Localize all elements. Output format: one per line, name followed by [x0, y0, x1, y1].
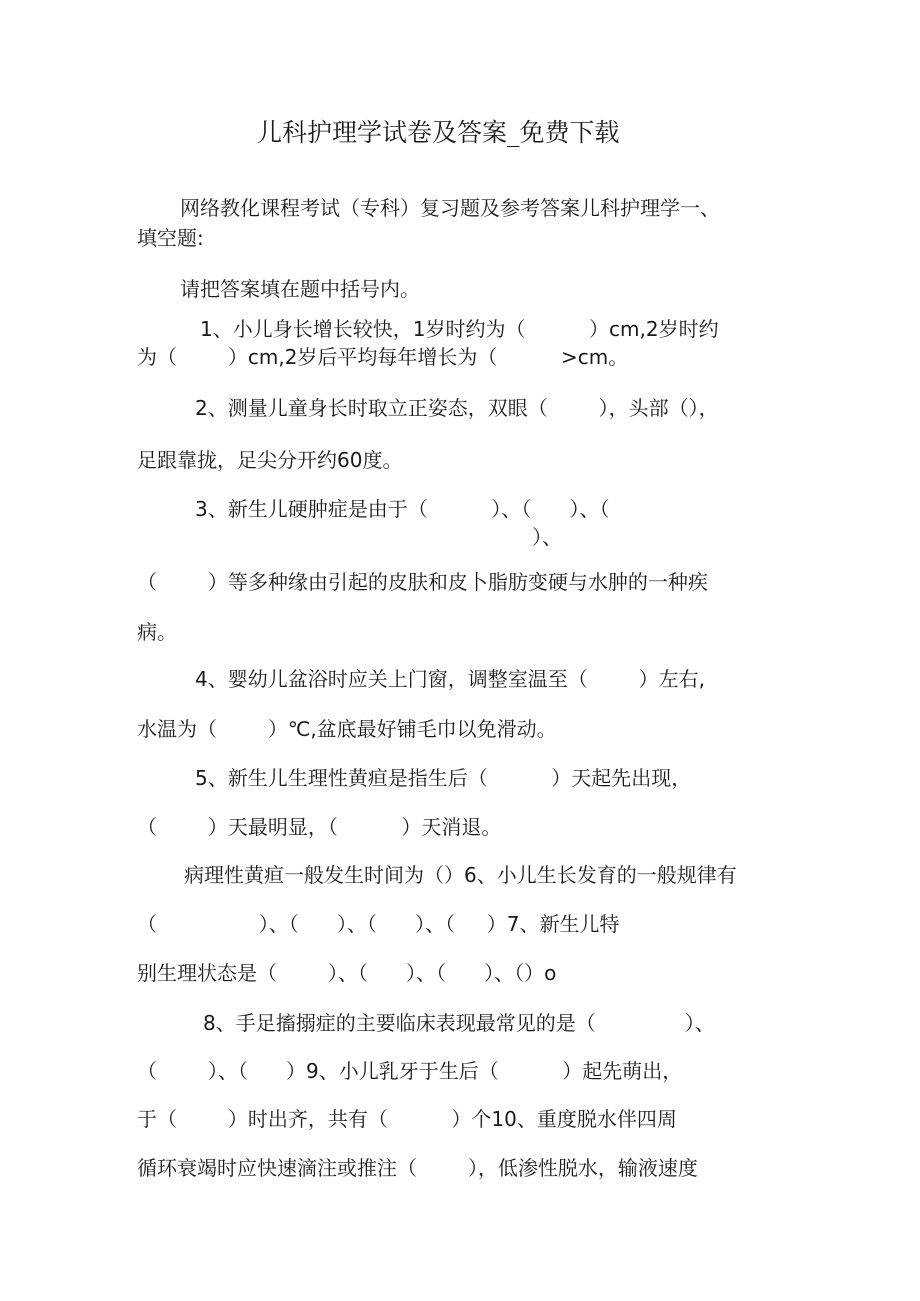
question-3-line-2: （ ）等多种缘由引起的皮肤和皮卜脂肪变硬与水肿的一种疾: [137, 570, 708, 594]
question-1-line-1: 1、小儿身长增长较快，1岁时约为（ ）cm,2岁时约: [200, 317, 719, 341]
question-4-line-2: 水温为（ ）℃,盆底最好铺毛巾以免滑动。: [137, 717, 557, 741]
question-8-line-1: 8、手足搐搦症的主要临床表现最常见的是（ ）、: [203, 1011, 715, 1035]
question-6-line-1: 病理性黄疸一般发生时间为（）6、小儿生长发育的一般规律有: [184, 863, 737, 887]
instruction-text: 请把答案填在题中括号内。: [180, 277, 420, 301]
question-8-line-4: 循环衰竭时应快速滴注或推注（ ），低渗性脱水，输液速度: [137, 1156, 698, 1180]
question-2-line-2: 足跟靠拢，足尖分开约60度。: [137, 448, 403, 472]
question-4-line-1: 4、婴幼儿盆浴时应关上门窗，调整室温至（ ）左右,: [195, 667, 705, 691]
question-5-line-2: （ ）天最明显，（ ）天消退。: [137, 815, 502, 839]
question-2-line-1: 2、测量儿童身长时取立正姿态，双眼（ ），头部（），: [195, 396, 719, 420]
intro-line-2: 填空题:: [137, 226, 204, 250]
question-3-line-3: 病。: [137, 620, 177, 644]
question-5-line-1: 5、新生儿生理性黄疸是指生后（ ）天起先出现，: [195, 766, 692, 790]
document-title: 儿科护理学试卷及答案_免费下载: [257, 118, 620, 147]
question-1-line-2: 为（ ）cm,2岁后平均每年增长为（ >cm。: [137, 345, 629, 369]
question-8-line-2: （ ）、（ ）9、小儿乳牙于生后（ ）起先萌出，: [137, 1059, 683, 1083]
question-8-line-3: 于（ ）时出齐，共有（ ）个10、重度脱水伴四周: [137, 1107, 677, 1131]
intro-line-1: 网络教化课程考试（专科）复习题及参考答案儿科护理学一、: [180, 196, 720, 220]
question-6-line-2: （ ）、（ ）、（ ）、（ ）7、新生儿特: [137, 912, 620, 936]
question-6-line-3: 别生理状态是（ ）、（ ）、（ ）、（）o: [137, 961, 557, 985]
question-3-line-1b: ）、: [532, 525, 562, 549]
question-3-line-1: 3、新生儿硬肿症是由于（ ）、（ ）、（: [195, 497, 610, 521]
